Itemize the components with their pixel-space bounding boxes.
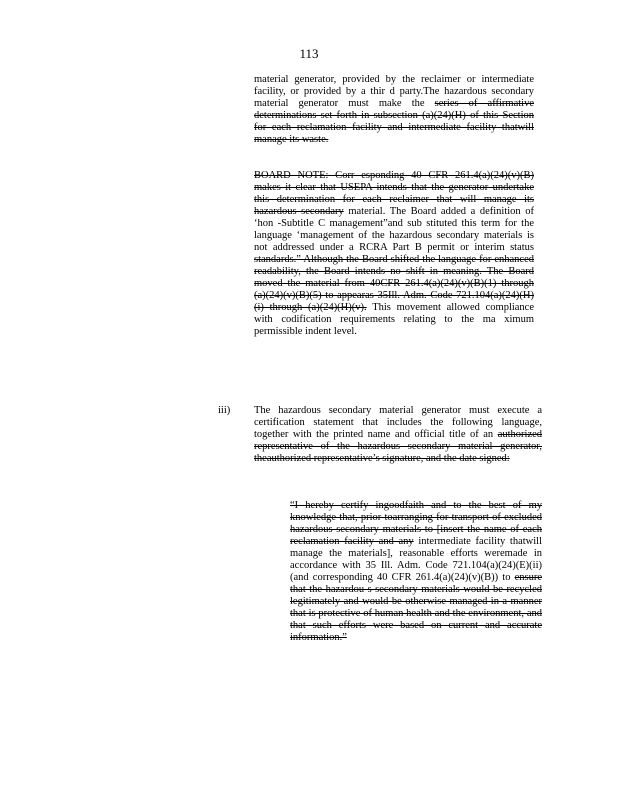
struck-text: ensure that the hazardou s secondary materials would be recycled legitimately and would be otherwise managed in a manner that is protective of human health and the environment, and that such efforts were based on current and accurate information.” [290, 572, 542, 643]
plain-text: The hazardous secondary material generator must execute a certification statement that includes the following language, together with the printed name and official title of an [254, 405, 542, 440]
plain-text: This movement allowed compliance with codification requirements relating to the ma ximum permissible indent level. [254, 302, 535, 337]
paragraph-generator-determinations [254, 74, 534, 146]
certification-quote [290, 500, 542, 644]
text-line [254, 74, 534, 146]
plain-text: intermediate facility thatwill manage the materials], reasonable efforts weremade in accordance with 35 Ill. Adm. Code 721.104(a)(24)(E)(ii) (and corresponding 40 CFR 261.4(a)(24)(v)(B)) to [290, 536, 542, 583]
list-marker: iii) [218, 405, 231, 416]
struck-text: standards.” Although the Board shifted the language for enhanced readability, the Board intends no shift in meaning. The Board moved the material from 40CFR 261.4(a)(24)(v)(B)(1) through (a)(24)(v)(B)(5) to appearas 35Ill. Adm. Code 721.104(a)(24)(H)(i) through (a)(24)(H)(v). [254, 254, 534, 313]
paragraph-certification [254, 405, 542, 465]
struck-text: BOARD NOTE: Corr esponding 40 CFR 261.4(a)(24)(v)(B) makes it clear that USEPA intends that the generator undertake this determination for each reclaimer that will manage its hazardous secondary [254, 170, 534, 217]
plain-text: material. The Board added a definition of ‘hon -Subtitle C management”and sub stituted this term for the language ‘management of the hazardous secondary materials is not addressed under a RCRA Part B permit or interim status [254, 206, 534, 253]
struck-text: series of affirmative determinations set forth in subsection (a)(24)(H) of this Section for each reclamation facility and intermediate facility thatwill manage its waste. [254, 98, 534, 145]
page-number: 113 [299, 46, 319, 61]
paragraph-board-note [254, 170, 534, 338]
plain-text: material generator, provided by the reclaimer or intermediate facility, or provided by a thir d party.The hazardous secondary material generator must make the [254, 74, 534, 109]
struck-text: authorized representative of the hazardous secondary material generator, theauthorized representative’s signature, and the date signed: [254, 429, 543, 464]
struck-text: “I hereby certify ingoodfaith and to the best of my knowledge that, prior toarranging for transport of excluded hazardous secondary materials to [insert the name of each reclamation facility and any [290, 500, 542, 547]
